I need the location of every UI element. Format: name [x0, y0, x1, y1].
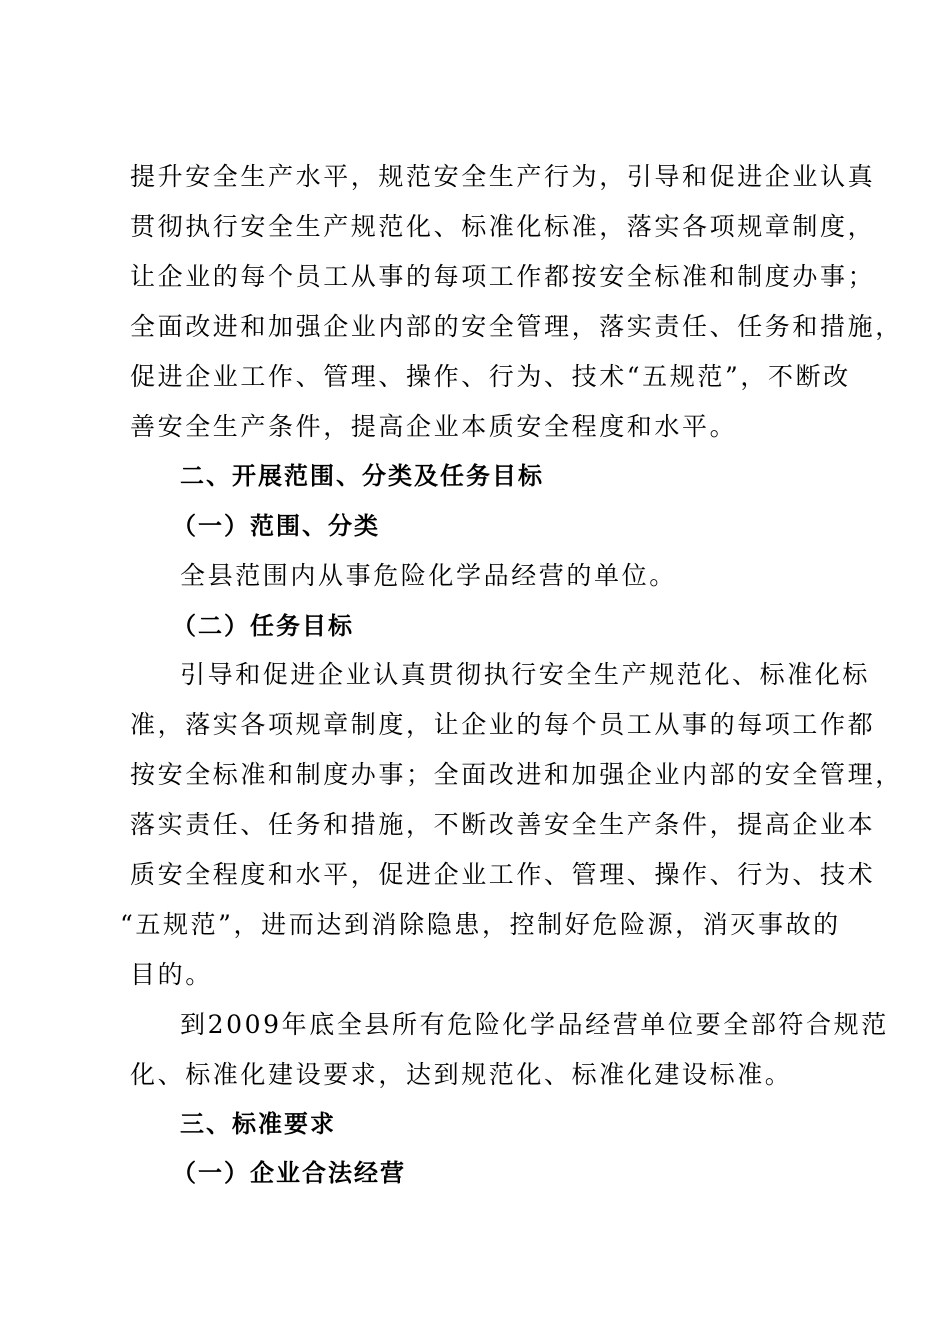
section-two-sub-one-heading: （一）范围、分类: [172, 512, 380, 540]
task-goal-line-7: 目的。: [130, 960, 213, 989]
deadline-line-2: 化、标准化建设要求，达到规范化、标准化建设标准。: [130, 1060, 793, 1089]
section-three-sub-one-heading: （一）企业合法经营: [172, 1159, 406, 1187]
intro-line-6: 善安全生产条件，提高企业本质安全程度和水平。: [130, 412, 738, 441]
task-goal-line-6: “五规范”，进而达到消除隐患，控制好危险源，消灭事故的: [120, 910, 841, 939]
task-goal-line-4: 落实责任、任务和措施，不断改善安全生产条件，提高企业本: [130, 810, 876, 839]
intro-line-3: 让企业的每个员工从事的每项工作都按安全标准和制度办事；: [130, 262, 876, 291]
section-two-sub-one-text: 全县范围内从事危险化学品经营的单位。: [180, 561, 677, 590]
intro-line-1: 提升安全生产水平，规范安全生产行为，引导和促进企业认真: [130, 162, 876, 191]
task-goal-line-5: 质安全程度和水平，促进企业工作、管理、操作、行为、技术: [130, 860, 876, 889]
task-goal-line-1: 引导和促进企业认真贯彻执行安全生产规范化、标准化标: [180, 660, 871, 689]
task-goal-line-2: 准，落实各项规章制度，让企业的每个员工从事的每项工作都: [130, 710, 876, 739]
section-two-sub-two-heading: （二）任务目标: [172, 612, 354, 640]
section-three-heading: 三、标准要求: [180, 1110, 336, 1138]
intro-line-4: 全面改进和加强企业内部的安全管理，落实责任、任务和措施，: [130, 312, 903, 341]
deadline-line-1: 到2009年底全县所有危险化学品经营单位要全部符合规范: [180, 1010, 889, 1039]
intro-line-2: 贯彻执行安全生产规范化、标准化标准，落实各项规章制度，: [130, 212, 876, 241]
task-goal-line-3: 按安全标准和制度办事；全面改进和加强企业内部的安全管理，: [130, 760, 903, 789]
intro-line-5: 促进企业工作、管理、操作、行为、技术“五规范”，不断改: [130, 362, 851, 391]
section-two-heading: 二、开展范围、分类及任务目标: [180, 462, 544, 490]
